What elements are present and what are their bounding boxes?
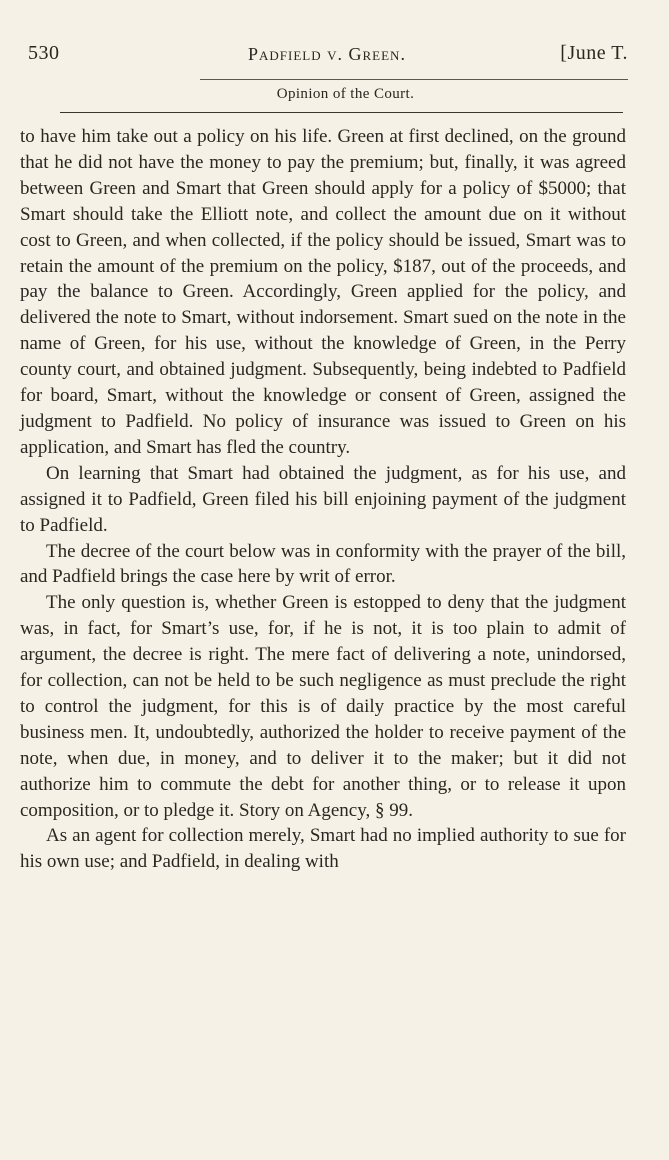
subheading-text: Opinion of the Court.: [276, 86, 415, 102]
paragraph-3: The decree of the court below was in conformity with the prayer of the bill, and Padfield brings the case here by writ of error.: [20, 540, 626, 588]
paragraph-4: The only question is, whether Green is estopped to deny that the judgment was, in fact, for Smart’s use, for, if he is not, it is too plain to admit of argument, the decree is right. The mere fact of delivering a note, unindorsed, for collection, can not be held to be such negligence as must preclude the right to control the judgment, for this is of daily practice by the most careful business men. It, undoubtedly, authorized the holder to receive payment of the note, when due, in money, and to deliver it to the maker; but it did not authorize him to commute the debt for another thing, or to release it upon composition, or to pledge it. Story on Agency, § 99.: [20, 592, 626, 821]
paragraph-1: to have him take out a policy on his life. Green at first declined, on the ground that he did not have the money to pay the premium; but, finally, it was agreed between Green and Smart that Green should apply for a policy of $5000; that Smart should take the Elliott note, and collect the amount due on it without cost to Green, and when collected, if the policy should be issued, Smart was to retain the amount of the premium on the policy, $187, out of the proceeds, and pay the balance to Green. Accordingly, Green applied for the policy, and delivered the note to Smart, without indorsement. Smart sued on the note in the name of Green, for his use, without the knowledge of Green, in the Perry county court, and obtained judgment. Subsequently, being indebted to Padfield for board, Smart, without the knowledge or consent of Green, assigned the judgment to Padfield. No policy of insurance was issued to Green on his application, and Smart has fled the country.: [20, 126, 626, 458]
subheading-rule: [60, 112, 623, 113]
paragraph-2: On learning that Smart had obtained the judgment, as for his use, and assigned it to Padfield, Green filed his bill enjoining payment of the judgment to Padfield.: [20, 462, 626, 536]
body-text: [20, 124, 626, 875]
page-header: [28, 38, 628, 70]
term-label: [June T.: [560, 42, 628, 64]
header-rule: [200, 79, 628, 80]
paragraph-5: As an agent for collection merely, Smart had no implied authority to sue for his own use; and Padfield, in dealing with: [20, 825, 626, 873]
page-number: 530: [28, 42, 60, 64]
running-title: Padfield v. Green.: [248, 44, 406, 64]
section-subheading: [0, 86, 669, 103]
